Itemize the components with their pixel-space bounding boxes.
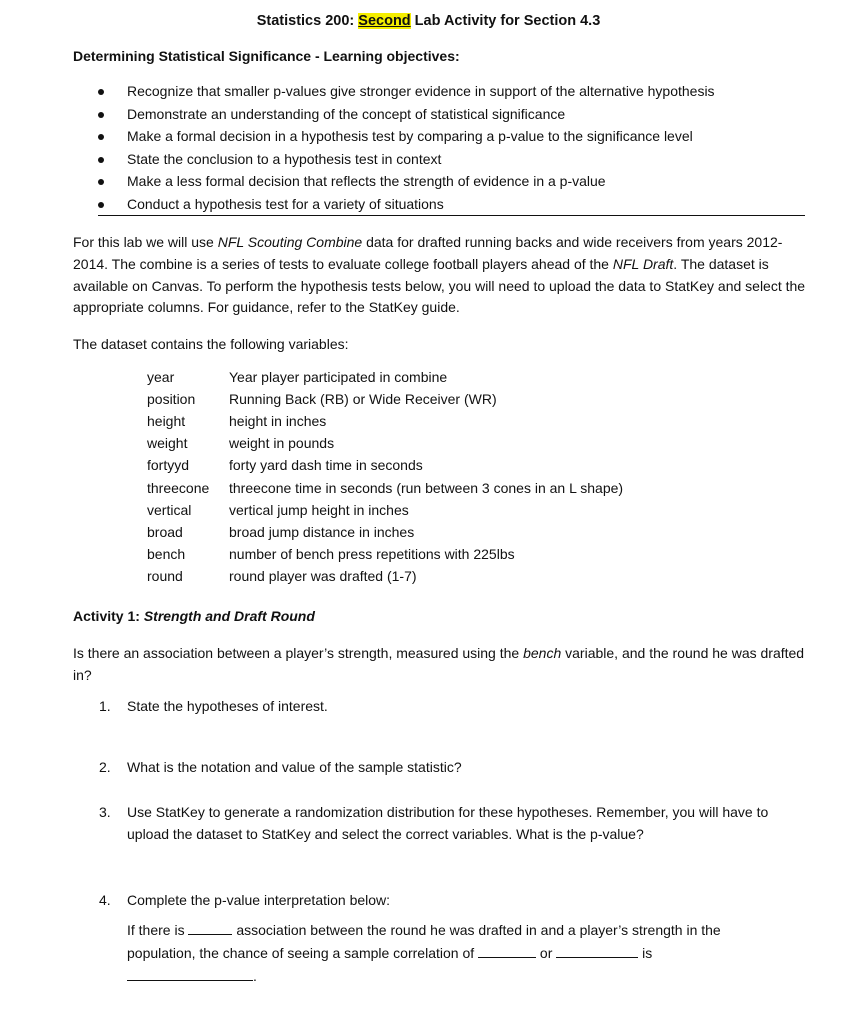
variable-name: broad: [147, 523, 183, 540]
variable-row: [147, 388, 623, 410]
fill-text: If there is: [127, 922, 189, 938]
activity-question: [73, 643, 813, 687]
fill-text: association between the round he was drafted in and a player’s strength in the: [232, 922, 721, 938]
item-text: Complete the p-value interpretation below:: [127, 892, 391, 908]
answer-blank[interactable]: [188, 920, 232, 935]
intro-text-3: . The dataset is available on Canvas. To perform the hypothesis tests below, you will need to upload the data to StatKey and select the appropriate columns. For guidance, refer to the StatKey guide.: [73, 255, 806, 316]
item-text: What is the notation and value of the sample statistic?: [127, 759, 462, 775]
variable-name: vertical: [147, 501, 192, 518]
variable-description: number of bench press repetitions with 225lbs: [229, 545, 515, 562]
title-suffix: Lab Activity for Section 4.3: [410, 13, 601, 29]
title-prefix: Statistics 200:: [256, 13, 359, 29]
intro-italic-draft: NFL Draft: [612, 255, 674, 272]
variable-name: fortyyd: [147, 457, 190, 474]
variable-description: forty yard dash time in seconds: [229, 457, 423, 474]
variable-name: height: [147, 413, 186, 430]
variable-description: round player was drafted (1-7): [229, 567, 417, 584]
variables-table: [147, 366, 623, 587]
item-text: State the hypotheses of interest.: [127, 698, 328, 714]
fill-text: .: [253, 968, 257, 984]
objective-item: Demonstrate an understanding of the concept of statistical significance: [98, 103, 715, 126]
variable-description: height in inches: [229, 413, 327, 430]
objective-item: Make a formal decision in a hypothesis test by comparing a p-value to the significance level: [98, 125, 715, 148]
fill-text: population, the chance of seeing a sample correlation of: [127, 945, 479, 961]
fill-text: or: [536, 945, 557, 961]
objective-item: Recognize that smaller p-values give stronger evidence in support of the alternative hypothesis: [98, 80, 715, 103]
variable-description: broad jump distance in inches: [229, 523, 415, 540]
fill-in-line-3: [127, 965, 807, 987]
item-text: Use StatKey to generate a randomization distribution for these hypotheses. Remember, you will have to upload the dataset to StatKey and select the correct variables. What is the p-value?: [127, 804, 769, 842]
variable-row: [147, 476, 623, 498]
intro-text-1: For this lab we will use: [73, 234, 218, 250]
question-italic-bench: bench: [523, 645, 562, 661]
item-number: 4.: [99, 892, 111, 908]
item-number: 1.: [99, 698, 111, 714]
activity-label: Activity 1:: [73, 608, 144, 624]
fill-in-line-2: [127, 942, 807, 964]
intro-text-2: data for drafted running backs and wide receivers from years 2012-2014. The combine is a series of tests to evaluate college football players ahead of the: [73, 234, 783, 272]
answer-blank[interactable]: [556, 943, 638, 958]
variable-description: weight in pounds: [229, 435, 335, 452]
fill-in-line-1: [127, 919, 807, 941]
variable-row: [147, 366, 623, 388]
page-title: [0, 13, 857, 29]
item-number: 3.: [99, 804, 111, 820]
objectives-list: [98, 80, 715, 216]
question-item-4: [99, 890, 799, 912]
variable-row: [147, 565, 623, 587]
intro-paragraph: [73, 232, 813, 319]
question-text-2: variable, and the round he was drafted in?: [73, 645, 805, 683]
item-number: 2.: [99, 759, 111, 775]
answer-blank[interactable]: [478, 943, 536, 958]
answer-blank[interactable]: [127, 966, 253, 981]
variable-row: [147, 410, 623, 432]
title-highlight: Second: [358, 13, 411, 29]
intro-italic-combine: NFL Scouting Combine: [217, 234, 363, 250]
activity-heading: [73, 608, 315, 624]
variable-row: [147, 454, 623, 476]
question-text-1: Is there an association between a player’s strength, measured using the: [73, 645, 524, 661]
variable-row: [147, 432, 623, 454]
variable-name: position: [147, 391, 196, 408]
variable-row: [147, 521, 623, 543]
variable-description: threecone time in seconds (run between 3 cones in an L shape): [229, 479, 624, 496]
variable-row: [147, 543, 623, 565]
variables-intro: The dataset contains the following variables:: [73, 336, 349, 352]
objective-item: Conduct a hypothesis test for a variety of situations: [98, 193, 715, 216]
variable-name: weight: [147, 435, 188, 452]
question-item-1: [99, 696, 799, 718]
variable-name: round: [147, 567, 183, 584]
variable-name: year: [147, 369, 175, 386]
variable-name: threecone: [147, 479, 210, 496]
objectives-heading: Determining Statistical Significance - Learning objectives:: [73, 48, 460, 64]
variable-description: Year player participated in combine: [229, 369, 448, 386]
variable-description: vertical jump height in inches: [229, 501, 409, 518]
objective-item: Make a less formal decision that reflects the strength of evidence in a p-value: [98, 170, 715, 193]
objective-item: State the conclusion to a hypothesis test in context: [98, 148, 715, 171]
fill-text: is: [638, 945, 653, 961]
variable-row: [147, 499, 623, 521]
question-item-3: [99, 802, 799, 846]
variable-name: bench: [147, 545, 186, 562]
variable-description: Running Back (RB) or Wide Receiver (WR): [229, 391, 497, 408]
activity-title: Strength and Draft Round: [143, 608, 315, 624]
section-divider: [98, 215, 805, 216]
question-item-2: [99, 757, 799, 779]
